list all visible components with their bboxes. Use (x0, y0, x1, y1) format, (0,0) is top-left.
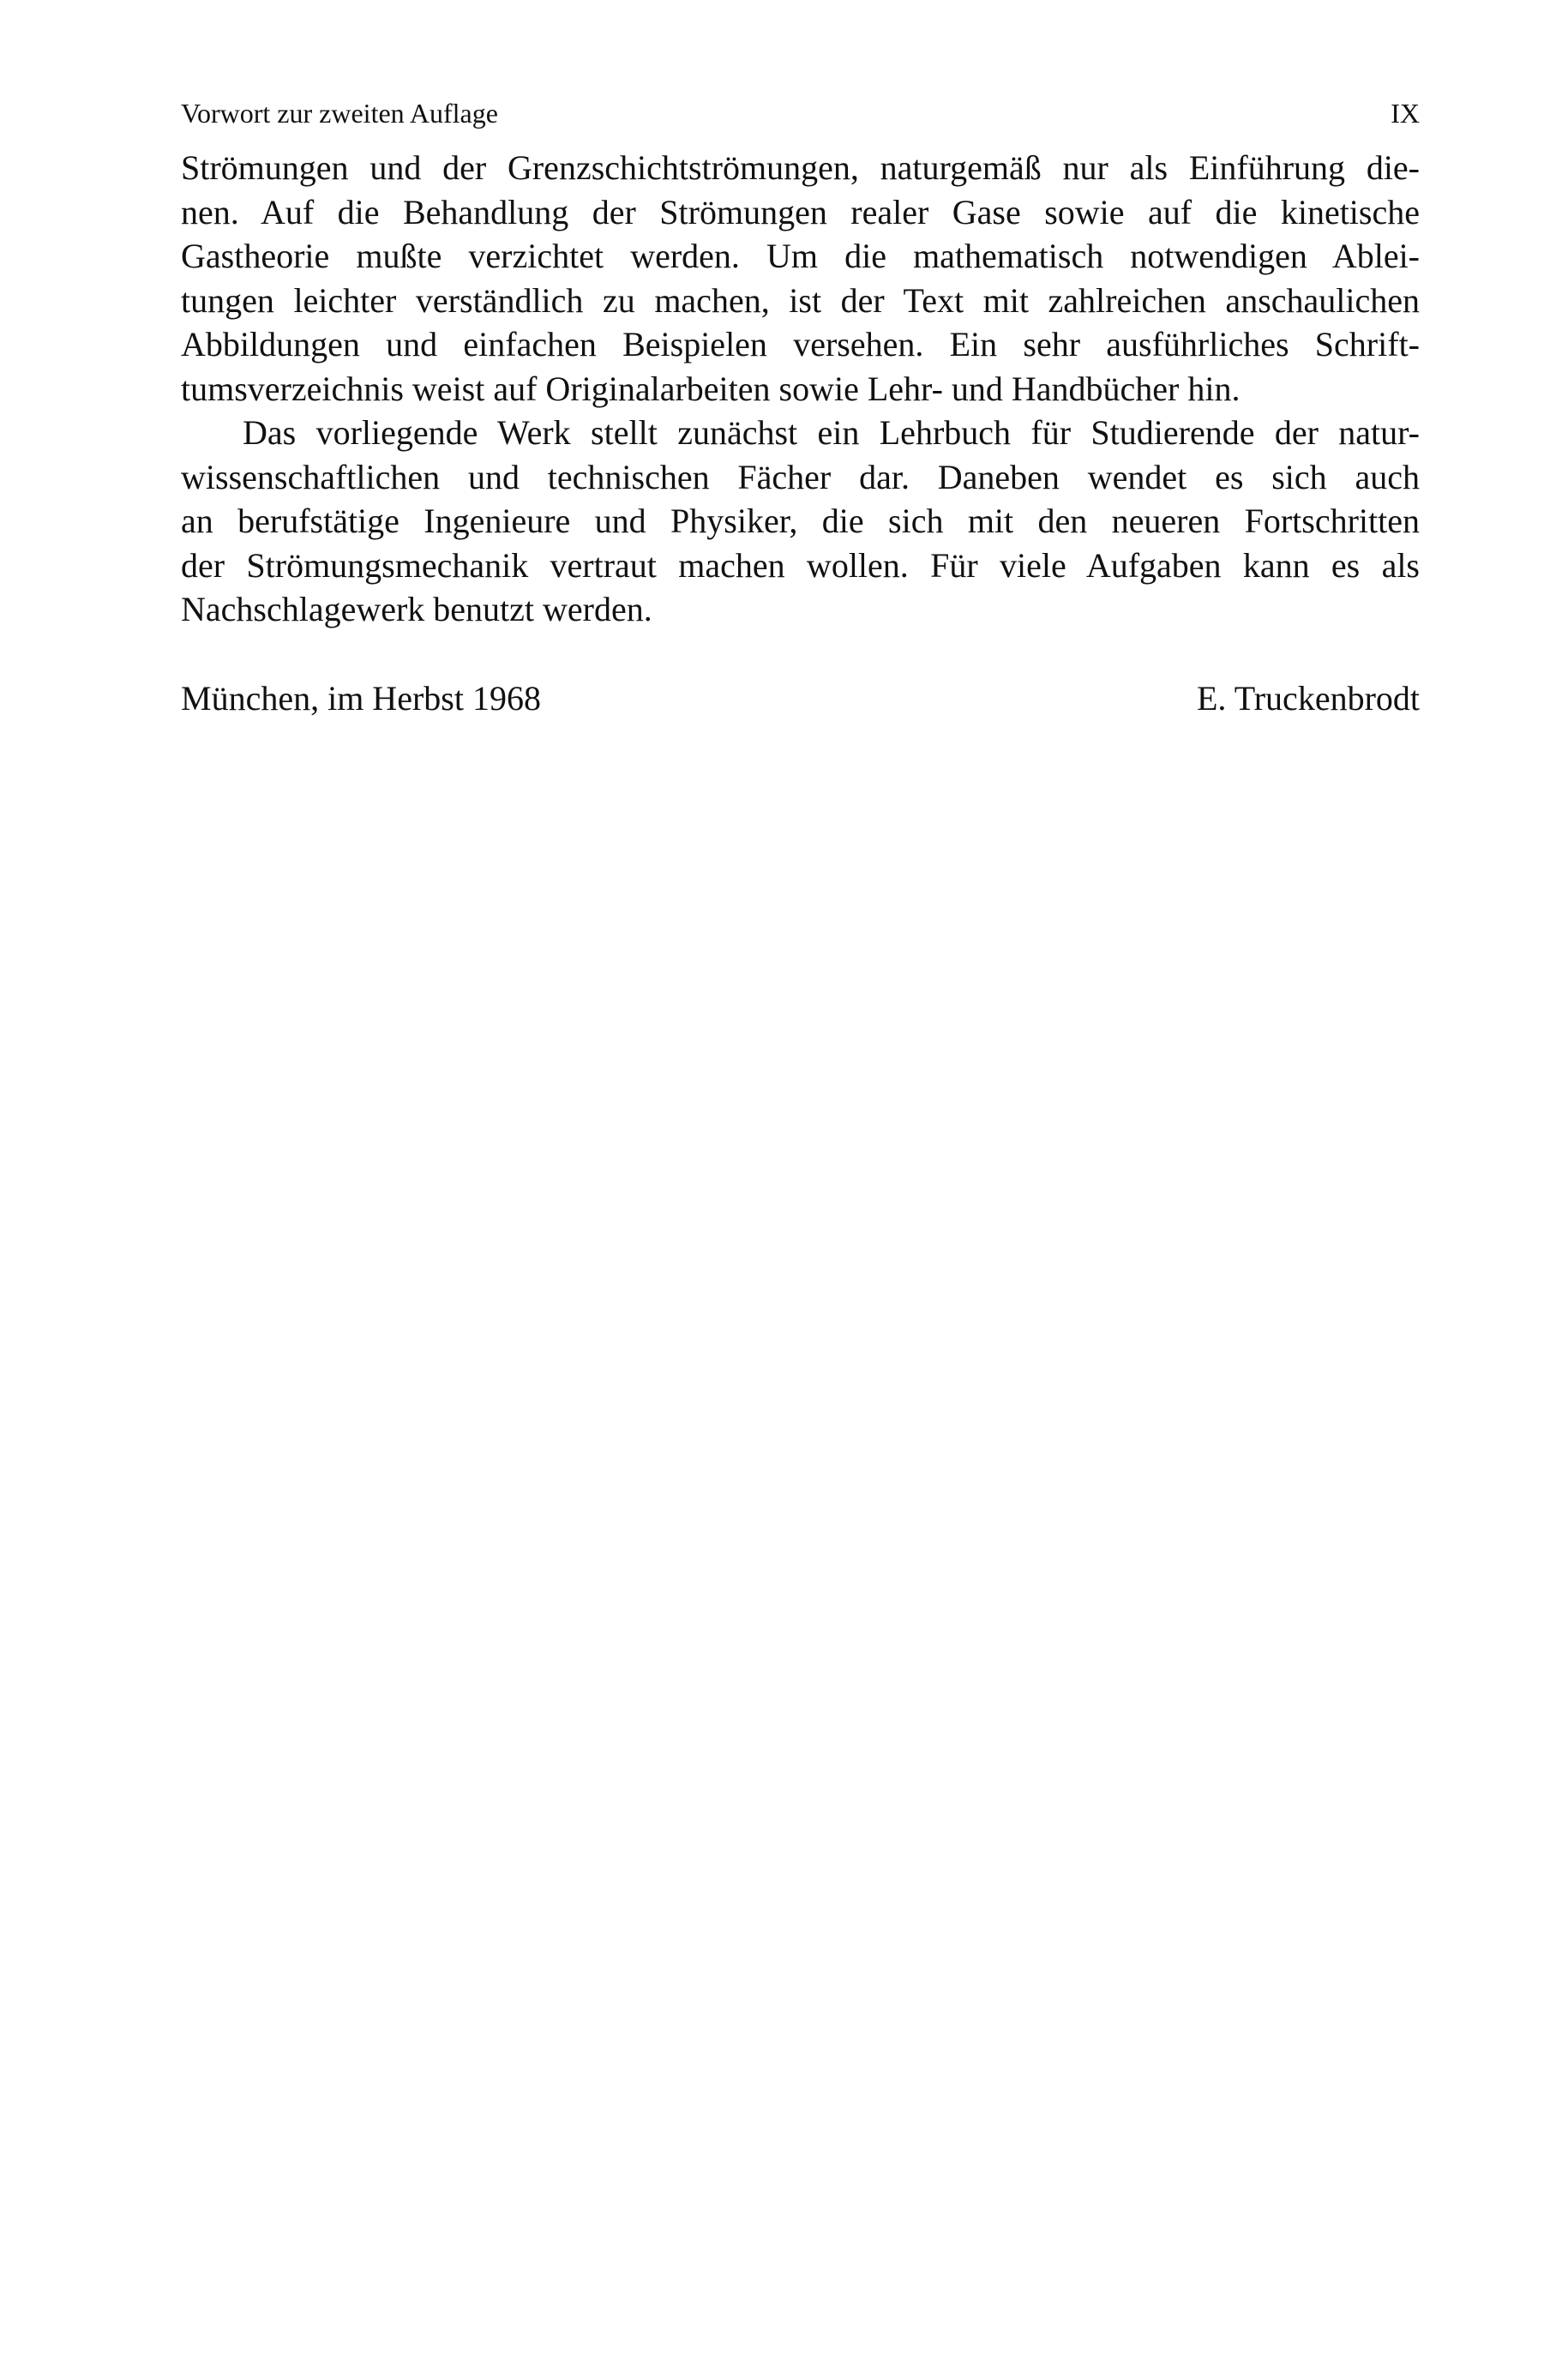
text-line: der Strömungsmechanik vertraut machen wollen. Für viele Aufgaben kann es als (181, 545, 1420, 585)
text-line: nen. Auf die Behandlung der Strömungen realer Gase sowie auf die kinetische (181, 192, 1420, 231)
closing-signature (181, 676, 1420, 721)
text-line: Gastheorie mußte verzichtet werden. Um die mathematisch notwendigen Ablei- (181, 237, 1420, 275)
text-line: tungen leichter verständlich zu machen, ist der Text mit zahlreichen anschaulichen (181, 280, 1420, 320)
book-page (181, 96, 1420, 720)
text-line: Abbildungen und einfachen Beispielen versehen. Ein sehr ausführliches Schrift- (181, 325, 1420, 363)
paragraph-1 (181, 146, 1420, 411)
text-line: wissenschaftlichen und technischen Fächer dar. Daneben wendet es sich auch (181, 457, 1420, 496)
text-line: Das vorliegende Werk stellt zunächst ein Lehrbuch für Studierende der natur- (243, 413, 1420, 452)
paragraph-2 (181, 411, 1420, 632)
text-line: Nachschlagewerk benutzt werden. (181, 590, 652, 628)
running-head (181, 96, 1420, 146)
running-head-title: Vorwort zur zweiten Auflage (181, 98, 498, 129)
text-line: an berufstätige Ingenieure und Physiker, die sich mit den neueren Fortschritten (181, 502, 1420, 540)
author-name: E. Truckenbrodt (1197, 678, 1420, 718)
text-line: Strömungen und der Grenzschichtströmungen, naturgemäß nur als Einführung die- (181, 148, 1420, 187)
body-text (181, 146, 1420, 632)
place-date: München, im Herbst 1968 (181, 678, 541, 718)
page-number: IX (1391, 98, 1420, 129)
text-line: tumsverzeichnis weist auf Originalarbeiten sowie Lehr- und Handbücher hin. (181, 369, 1241, 408)
